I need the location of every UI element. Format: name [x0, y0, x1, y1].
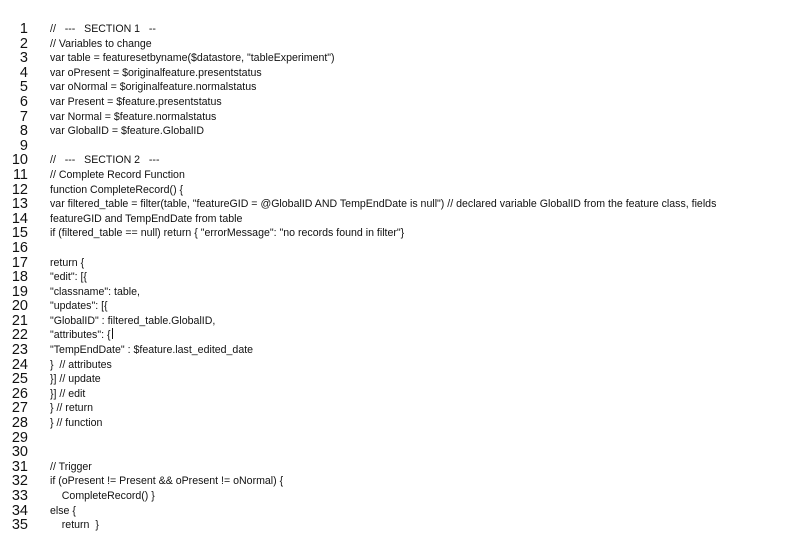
code-text[interactable]: } // return [50, 402, 93, 415]
code-line-25 [0, 372, 801, 387]
line-number: 25 [11, 371, 28, 388]
line-number: 9 [19, 137, 28, 154]
code-line-4 [0, 66, 801, 81]
line-number: 21 [11, 312, 28, 329]
code-line-2 [0, 37, 801, 52]
code-text[interactable]: "edit": [{ [50, 271, 87, 284]
code-line-10 [0, 153, 801, 168]
line-number: 6 [19, 93, 28, 110]
code-line-31 [0, 460, 801, 475]
line-number: 27 [11, 400, 28, 417]
line-number: 8 [19, 123, 28, 140]
code-line-29 [0, 431, 801, 446]
line-number: 22 [11, 327, 28, 344]
line-number: 14 [11, 210, 28, 227]
code-line-21 [0, 314, 801, 329]
code-line-20 [0, 299, 801, 314]
line-number: 3 [19, 50, 28, 67]
code-text[interactable]: if (oPresent != Present && oPresent != oNormal) { [50, 475, 284, 488]
line-number: 2 [19, 35, 28, 52]
code-line-7 [0, 110, 801, 125]
line-number: 28 [11, 415, 28, 432]
line-number: 11 [12, 166, 28, 183]
code-line-5 [0, 80, 801, 95]
line-number: 33 [11, 488, 28, 504]
line-number: 29 [11, 429, 28, 446]
text-cursor [112, 328, 113, 339]
code-text[interactable]: function CompleteRecord() { [50, 183, 184, 196]
code-line-35 [0, 518, 801, 533]
code-line-24 [0, 358, 801, 373]
code-line-9 [0, 139, 801, 154]
code-line-28 [0, 416, 801, 431]
line-number: 16 [11, 239, 28, 256]
code-text[interactable]: var filtered_table = filter(table, "featureGID = @GlobalID AND TempEndDate is null") // declared variable GlobalID from the feature class, fields [50, 198, 717, 211]
line-number: 18 [11, 269, 28, 286]
line-number: 17 [11, 254, 28, 271]
code-text[interactable]: var table = featuresetbyname($datastore, "tableExperiment") [50, 52, 335, 65]
code-text[interactable]: // --- SECTION 1 -- [50, 23, 156, 35]
code-text[interactable]: var oNormal = $originalfeature.normalstatus [50, 81, 257, 94]
line-number: 19 [11, 283, 28, 300]
line-number: 24 [11, 356, 28, 373]
code-line-33 [0, 489, 801, 504]
code-text[interactable]: var oPresent = $originalfeature.presentstatus [50, 66, 262, 79]
code-line-14 [0, 212, 801, 227]
code-line-18 [0, 270, 801, 285]
code-text[interactable]: // Complete Record Function [50, 168, 185, 181]
code-line-13 [0, 197, 801, 212]
code-line-11 [0, 168, 801, 183]
code-document [0, 22, 801, 533]
line-number: 4 [19, 64, 28, 81]
code-line-6 [0, 95, 801, 110]
line-number: 15 [11, 225, 28, 242]
code-text[interactable]: else { [50, 504, 76, 517]
code-line-8 [0, 124, 801, 139]
code-text[interactable]: var Present = $feature.presentstatus [50, 95, 222, 108]
line-number: 13 [11, 196, 28, 213]
line-number: 35 [11, 517, 28, 534]
code-line-12 [0, 183, 801, 198]
code-line-22 [0, 328, 801, 343]
line-number: 32 [11, 473, 28, 490]
line-number: 26 [11, 385, 28, 402]
code-text[interactable]: var GlobalID = $feature.GlobalID [50, 125, 204, 138]
code-text-with-cursor[interactable] [50, 328, 113, 343]
code-line-30 [0, 445, 801, 460]
code-line-19 [0, 285, 801, 300]
line-number: 23 [11, 342, 28, 359]
code-line-32 [0, 474, 801, 489]
code-line-17 [0, 256, 801, 271]
code-text[interactable]: "updates": [{ [50, 300, 108, 313]
code-text[interactable]: "GlobalID" : filtered_table.GlobalID, [50, 314, 216, 327]
code-text[interactable]: } // function [50, 417, 103, 430]
code-text: "attributes": { [50, 329, 111, 342]
code-text[interactable]: "TempEndDate" : $feature.last_edited_date [50, 344, 254, 357]
line-number: 20 [11, 298, 28, 315]
code-text[interactable]: }] // update [50, 373, 101, 386]
code-line-3 [0, 51, 801, 66]
code-text[interactable]: }] // edit [50, 387, 86, 400]
code-text[interactable]: CompleteRecord() } [50, 490, 155, 502]
code-line-26 [0, 387, 801, 402]
code-line-34 [0, 504, 801, 519]
line-number: 31 [11, 458, 28, 475]
code-line-16 [0, 241, 801, 256]
code-text[interactable]: if (filtered_table == null) return { "errorMessage": "no records found in filter"} [50, 227, 405, 240]
code-text[interactable]: // Trigger [50, 460, 92, 473]
line-number: 12 [11, 181, 28, 198]
code-line-23 [0, 343, 801, 358]
code-text[interactable]: return } [50, 519, 99, 532]
line-number: 34 [11, 502, 28, 519]
code-line-27 [0, 401, 801, 416]
line-number: 7 [19, 108, 28, 125]
code-text[interactable]: return { [50, 256, 85, 269]
line-number: 30 [11, 444, 28, 461]
code-text[interactable]: // Variables to change [50, 37, 152, 50]
code-text[interactable]: // --- SECTION 2 --- [50, 154, 160, 167]
code-line-15 [0, 226, 801, 241]
code-line-1 [0, 22, 801, 37]
line-number: 10 [11, 152, 28, 169]
line-number: 1 [19, 21, 28, 37]
line-number: 5 [19, 79, 28, 96]
code-text[interactable]: "classname": table, [50, 285, 140, 298]
code-text[interactable]: var Normal = $feature.normalstatus [50, 110, 217, 123]
code-text[interactable]: } // attributes [50, 358, 112, 371]
code-text[interactable]: featureGID and TempEndDate from table [50, 212, 243, 225]
